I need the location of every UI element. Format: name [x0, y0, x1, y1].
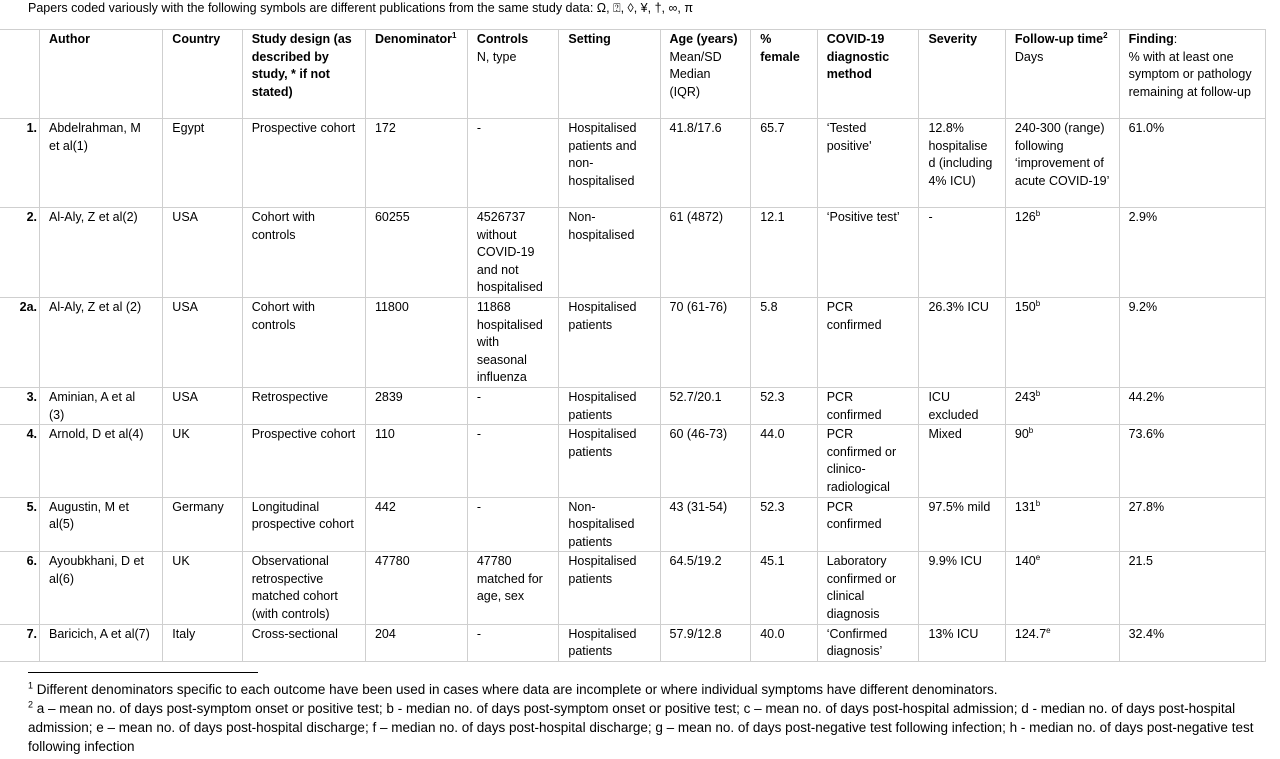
- controls-cell: 4526737 without COVID-19 and not hospitalised: [467, 208, 559, 298]
- country-cell: UK: [163, 552, 242, 624]
- setting-cell: Hospitalised patients: [559, 552, 660, 624]
- country-cell: Egypt: [163, 119, 242, 208]
- row-number: 2a.: [0, 297, 40, 387]
- intro-note: Papers coded variously with the following symbols are different publications from the same study data: Ω, ⍰, ◊, ¥, †, ∞, π: [28, 1, 693, 15]
- header-setting: Setting: [559, 30, 660, 119]
- country-cell: UK: [163, 425, 242, 497]
- finding-cell: 32.4%: [1119, 624, 1265, 661]
- follow-up-cell: 243$^b$: [1005, 387, 1119, 424]
- denominator-cell: 110: [365, 425, 467, 497]
- age-cell: 64.5/19.2: [660, 552, 751, 624]
- denominator-cell: 47780: [365, 552, 467, 624]
- header-finding: Finding: % with at least one symptom or pathology remaining at follow-up: [1119, 30, 1265, 119]
- severity-cell: 13% ICU: [919, 624, 1005, 661]
- header-severity: Severity: [919, 30, 1005, 119]
- follow-up-cell: 131$^b$: [1005, 497, 1119, 552]
- severity-cell: 9.9% ICU: [919, 552, 1005, 624]
- age-cell: 70 (61-76): [660, 297, 751, 387]
- percent-female-cell: 65.7: [751, 119, 817, 208]
- table-row: [0, 624, 1266, 661]
- header-diagnostic-method: COVID-19 diagnostic method: [817, 30, 919, 119]
- denominator-cell: 204: [365, 624, 467, 661]
- header-author: Author: [40, 30, 163, 119]
- percent-female-cell: 52.3: [751, 387, 817, 424]
- follow-up-cell: 126$^b$: [1005, 208, 1119, 298]
- finding-cell: 44.2%: [1119, 387, 1265, 424]
- severity-cell: 26.3% ICU: [919, 297, 1005, 387]
- controls-cell: -: [467, 387, 559, 424]
- age-cell: 60 (46-73): [660, 425, 751, 497]
- author-cell: Augustin, M et al(5): [40, 497, 163, 552]
- diagnostic-method-cell: ‘Tested positive': [817, 119, 919, 208]
- author-cell: Al-Aly, Z et al (2): [40, 297, 163, 387]
- percent-female-cell: 12.1: [751, 208, 817, 298]
- country-cell: USA: [163, 297, 242, 387]
- follow-up-cell: 140e: [1005, 552, 1119, 624]
- country-cell: Germany: [163, 497, 242, 552]
- controls-cell: -: [467, 119, 559, 208]
- header-controls: Controls N, type: [467, 30, 559, 119]
- severity-cell: ICU excluded: [919, 387, 1005, 424]
- percent-female-cell: 52.3: [751, 497, 817, 552]
- denominator-cell: 172: [365, 119, 467, 208]
- study-design-cell: Observational retrospective matched cohort (with controls): [242, 552, 365, 624]
- age-cell: 43 (31-54): [660, 497, 751, 552]
- study-design-cell: Cohort with controls: [242, 297, 365, 387]
- severity-cell: 97.5% mild: [919, 497, 1005, 552]
- footnote-divider: [28, 672, 258, 673]
- row-number: 3.: [0, 387, 40, 424]
- diagnostic-method-cell: PCR confirmed: [817, 387, 919, 424]
- setting-cell: Hospitalised patients: [559, 425, 660, 497]
- percent-female-cell: 40.0: [751, 624, 817, 661]
- diagnostic-method-cell: ‘Confirmed diagnosis’: [817, 624, 919, 661]
- study-design-cell: Cross-sectional: [242, 624, 365, 661]
- study-design-cell: Cohort with controls: [242, 208, 365, 298]
- table-row: [0, 425, 1266, 497]
- setting-cell: Hospitalised patients: [559, 297, 660, 387]
- author-cell: Arnold, D et al(4): [40, 425, 163, 497]
- denominator-cell: 60255: [365, 208, 467, 298]
- controls-cell: 47780 matched for age, sex: [467, 552, 559, 624]
- studies-table: [0, 29, 1266, 662]
- finding-cell: 27.8%: [1119, 497, 1265, 552]
- row-number: 5.: [0, 497, 40, 552]
- setting-cell: Hospitalised patients and non-hospitalised: [559, 119, 660, 208]
- row-number: 6.: [0, 552, 40, 624]
- author-cell: Ayoubkhani, D et al(6): [40, 552, 163, 624]
- diagnostic-method-cell: PCR confirmed or clinico-radiological: [817, 425, 919, 497]
- study-design-cell: Prospective cohort: [242, 119, 365, 208]
- header-study-design: Study design (as described by study, * if not stated): [242, 30, 365, 119]
- study-design-cell: Retrospective: [242, 387, 365, 424]
- footnote-2: $^2$ a – mean no. of days post-symptom onset or positive test; b - median no. of days post-symptom onset or positive test; c – mean no. of days post-hospital admission; d - median no. of days post-hospital admission; e – mean no. of days post-hospital discharge; f – median no. of days post-hospital discharge; g – mean no. of days post-negative test following infection; h - median no. of days post-negative test following infection: [28, 699, 1254, 754]
- finding-cell: 61.0%: [1119, 119, 1265, 208]
- finding-cell: 73.6%: [1119, 425, 1265, 497]
- setting-cell: Non-hospitalised: [559, 208, 660, 298]
- diagnostic-method-cell: ‘Positive test’: [817, 208, 919, 298]
- header-percent-female: % female: [751, 30, 817, 119]
- controls-cell: -: [467, 624, 559, 661]
- finding-cell: 21.5: [1119, 552, 1265, 624]
- row-number: 7.: [0, 624, 40, 661]
- finding-cell: 9.2%: [1119, 297, 1265, 387]
- follow-up-cell: 90$^b$: [1005, 425, 1119, 497]
- percent-female-cell: 45.1: [751, 552, 817, 624]
- denominator-cell: 2839: [365, 387, 467, 424]
- country-cell: USA: [163, 387, 242, 424]
- study-design-cell: Prospective cohort: [242, 425, 365, 497]
- percent-female-cell: 5.8: [751, 297, 817, 387]
- severity-cell: -: [919, 208, 1005, 298]
- setting-cell: Hospitalised patients: [559, 387, 660, 424]
- header-age: Age (years) Mean/SD Median (IQR): [660, 30, 751, 119]
- table-row: [0, 297, 1266, 387]
- table-row: [0, 387, 1266, 424]
- study-design-cell: Longitudinal prospective cohort: [242, 497, 365, 552]
- finding-cell: 2.9%: [1119, 208, 1265, 298]
- row-number: 4.: [0, 425, 40, 497]
- age-cell: 61 (4872): [660, 208, 751, 298]
- age-cell: 52.7/20.1: [660, 387, 751, 424]
- footnote-1: $^1$ Different denominators specific to each outcome have been used in cases where data are incomplete or where individual symptoms have different denominators.: [28, 680, 998, 697]
- country-cell: USA: [163, 208, 242, 298]
- author-cell: Abdelrahman, M et al(1): [40, 119, 163, 208]
- severity-cell: Mixed: [919, 425, 1005, 497]
- controls-cell: -: [467, 497, 559, 552]
- denominator-cell: 11800: [365, 297, 467, 387]
- controls-cell: 11868 hospitalised with seasonal influenza: [467, 297, 559, 387]
- author-cell: Al-Aly, Z et al(2): [40, 208, 163, 298]
- table-row: [0, 552, 1266, 624]
- severity-cell: 12.8% hospitalise d (including 4% ICU): [919, 119, 1005, 208]
- age-cell: 57.9/12.8: [660, 624, 751, 661]
- diagnostic-method-cell: Laboratory confirmed or clinical diagnosis: [817, 552, 919, 624]
- header-follow-up-time: Follow-up time$^2$ Days: [1005, 30, 1119, 119]
- age-cell: 41.8/17.6: [660, 119, 751, 208]
- diagnostic-method-cell: PCR confirmed: [817, 497, 919, 552]
- row-number: 2.: [0, 208, 40, 298]
- row-number: 1.: [0, 119, 40, 208]
- header-country: Country: [163, 30, 242, 119]
- header-index: [0, 30, 40, 119]
- controls-cell: -: [467, 425, 559, 497]
- author-cell: Aminian, A et al (3): [40, 387, 163, 424]
- setting-cell: Non-hospitalised patients: [559, 497, 660, 552]
- follow-up-cell: 124.7e: [1005, 624, 1119, 661]
- percent-female-cell: 44.0: [751, 425, 817, 497]
- author-cell: Baricich, A et al(7): [40, 624, 163, 661]
- table-row: [0, 497, 1266, 552]
- setting-cell: Hospitalised patients: [559, 624, 660, 661]
- table-header-row: [0, 30, 1266, 119]
- denominator-cell: 442: [365, 497, 467, 552]
- table-row: [0, 119, 1266, 208]
- country-cell: Italy: [163, 624, 242, 661]
- header-denominator: Denominator$^1$: [365, 30, 467, 119]
- follow-up-cell: 150$^b$: [1005, 297, 1119, 387]
- follow-up-cell: 240-300 (range) following ‘improvement of acute COVID-19’: [1005, 119, 1119, 208]
- table-row: [0, 208, 1266, 298]
- diagnostic-method-cell: PCR confirmed: [817, 297, 919, 387]
